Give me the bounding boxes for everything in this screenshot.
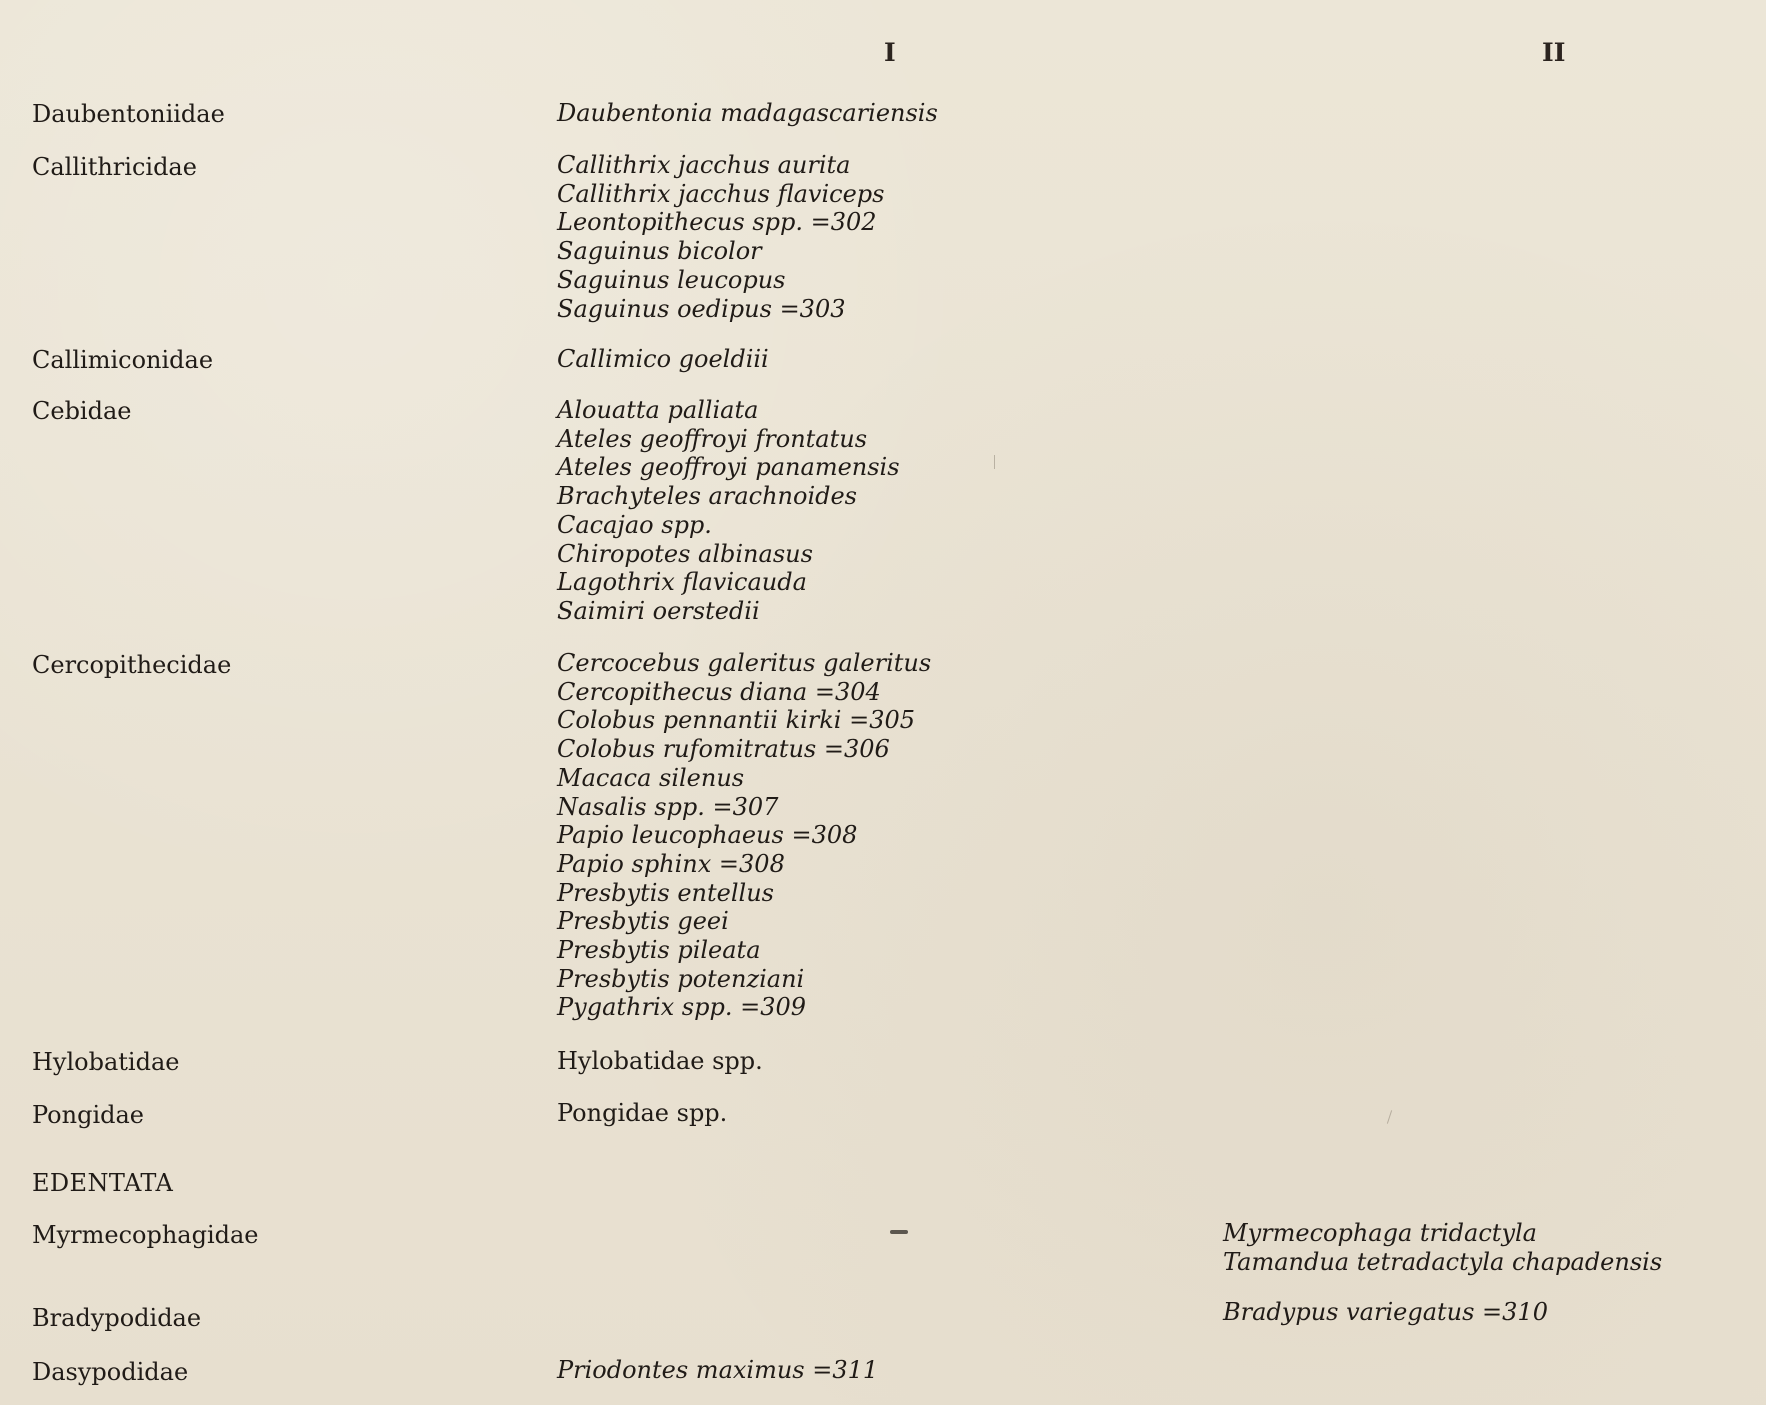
family-bradypodidae: Bradypodidae xyxy=(32,1304,202,1332)
family-pongidae: Pongidae xyxy=(32,1101,144,1129)
appendix-i-daubentoniidae xyxy=(557,99,938,128)
appendix-i-callithricidae xyxy=(557,151,884,323)
appendix-i-cercopithecidae xyxy=(557,649,931,1022)
species-entry: Leontopithecus spp. =302 xyxy=(557,208,877,237)
species-entry: Cercocebus galeritus galeritus xyxy=(557,649,932,677)
species-entry: Papio leucophaeus =308 xyxy=(557,821,858,850)
species-entry: Alouatta palliata xyxy=(557,396,759,424)
appendix-i-header: I xyxy=(884,38,896,67)
paper-mark xyxy=(994,455,995,469)
appendix-i-pongidae: Pongidae spp. xyxy=(557,1099,728,1127)
appendix-i-callimiconidae xyxy=(557,345,769,374)
family-hylobatidae: Hylobatidae xyxy=(32,1048,180,1076)
family-callimiconidae: Callimiconidae xyxy=(32,346,214,374)
species-entry: Saimiri oerstedii xyxy=(557,596,760,625)
species-entry: Chiropotes albinasus xyxy=(557,539,813,568)
species-entry: Lagothrix flavicauda xyxy=(557,568,807,597)
family-cebidae: Cebidae xyxy=(32,397,132,425)
species-entry: Saguinus oedipus =303 xyxy=(557,294,846,323)
appendix-i-dasypodidae xyxy=(557,1356,878,1385)
family-cercopithecidae: Cercopithecidae xyxy=(32,651,232,679)
appendix-ii-myrmecophagidae xyxy=(1223,1219,1662,1276)
species-entry: Presbytis potenziani xyxy=(557,964,805,993)
appendix-i-hylobatidae: Hylobatidae spp. xyxy=(557,1047,763,1075)
species-entry: Callithrix jacchus aurita xyxy=(557,151,851,179)
appendix-i-cebidae xyxy=(557,396,900,626)
species-entry: Macaca silenus xyxy=(557,763,745,792)
species-entry: Pygathrix spp. =309 xyxy=(557,993,807,1022)
species-entry: Cercopithecus diana =304 xyxy=(557,677,881,706)
appendix-ii-header: II xyxy=(1542,38,1566,67)
species-entry: Saguinus leucopus xyxy=(557,265,786,294)
family-callithricidae: Callithricidae xyxy=(32,153,197,181)
family-myrmecophagidae: Myrmecophagidae xyxy=(32,1221,259,1249)
paper-mark xyxy=(1387,1110,1392,1124)
species-entry: Colobus pennantii kirki =305 xyxy=(557,706,916,735)
species-entry: Tamandua tetradactyla chapadensis xyxy=(1223,1247,1663,1276)
ink-smudge xyxy=(890,1230,908,1234)
species-entry: Saguinus bicolor xyxy=(557,237,762,266)
species-entry: Cacajao spp. xyxy=(557,510,712,539)
species-entry: Ateles geoffroyi frontatus xyxy=(557,424,868,453)
species-entry: Callithrix jacchus flaviceps xyxy=(557,179,885,208)
species-entry: Presbytis geei xyxy=(557,907,729,936)
species-entry: Presbytis entellus xyxy=(557,878,774,907)
species-entry: Daubentonia madagascariensis xyxy=(557,99,938,127)
species-entry: Priodontes maximus =311 xyxy=(557,1356,879,1384)
species-entry: Myrmecophaga tridactyla xyxy=(1223,1219,1537,1247)
species-entry: Bradypus variegatus =310 xyxy=(1223,1298,1548,1326)
species-entry: Papio sphinx =308 xyxy=(557,849,785,878)
species-entry: Colobus rufomitratus =306 xyxy=(557,735,890,764)
species-entry: Presbytis pileata xyxy=(557,936,761,965)
order-edentata: EDENTATA xyxy=(32,1169,174,1197)
family-daubentoniidae: Daubentoniidae xyxy=(32,100,225,128)
species-entry: Nasalis spp. =307 xyxy=(557,792,779,821)
species-entry: Brachyteles arachnoides xyxy=(557,482,857,511)
family-dasypodidae: Dasypodidae xyxy=(32,1358,189,1386)
species-entry: Ateles geoffroyi panamensis xyxy=(557,453,900,482)
appendix-ii-bradypodidae xyxy=(1223,1298,1548,1327)
species-entry: Callimico goeldiii xyxy=(557,345,769,373)
